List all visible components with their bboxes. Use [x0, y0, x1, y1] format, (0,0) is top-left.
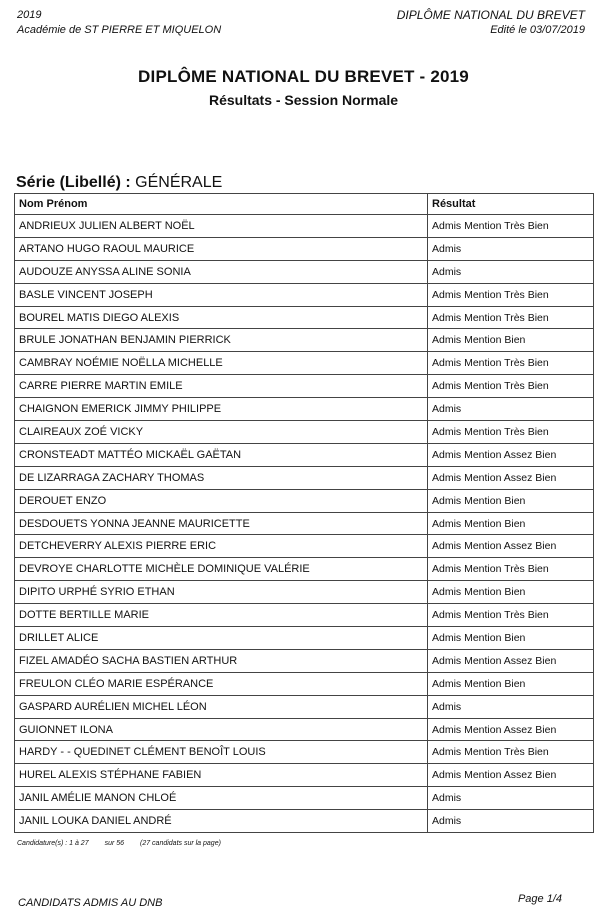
table-row	[15, 215, 594, 238]
table-row	[15, 421, 594, 444]
candidate-result: Admis Mention Très Bien	[428, 352, 594, 375]
candidate-result: Admis Mention Très Bien	[428, 741, 594, 764]
serie-label: Série (Libellé) :	[16, 174, 131, 191]
page-number: Page 1/4	[517, 893, 562, 905]
candidate-result: Admis Mention Très Bien	[428, 604, 594, 627]
candidate-name: DRILLET ALICE	[15, 627, 428, 650]
page-subtitle: Résultats - Session Normale	[208, 92, 399, 108]
candidate-name: CRONSTEADT MATTÉO MICKAËL GAËTAN	[15, 443, 428, 466]
header-left	[17, 8, 221, 38]
candidate-name: DE LIZARRAGA ZACHARY THOMAS	[15, 466, 428, 489]
candidate-name: GASPARD AURÉLIEN MICHEL LÉON	[15, 695, 428, 718]
candidate-count	[17, 840, 235, 847]
page-title: DIPLÔME NATIONAL DU BREVET - 2019	[138, 67, 469, 86]
footer-caption: CANDIDATS ADMIS AU DNB	[18, 897, 163, 909]
table-row	[15, 329, 594, 352]
results-table	[14, 193, 594, 833]
candidate-name: ANDRIEUX JULIEN ALBERT NOËL	[15, 215, 428, 238]
table-row	[15, 558, 594, 581]
table-row	[15, 695, 594, 718]
candidate-result: Admis Mention Très Bien	[428, 558, 594, 581]
count-total: sur 56	[104, 840, 125, 847]
candidate-result: Admis Mention Assez Bien	[428, 764, 594, 787]
candidate-name: GUIONNET ILONA	[15, 718, 428, 741]
candidate-result: Admis Mention Très Bien	[428, 306, 594, 329]
table-row	[15, 352, 594, 375]
table-row	[15, 649, 594, 672]
candidate-name: CLAIREAUX ZOÉ VICKY	[15, 421, 428, 444]
candidate-name: FREULON CLÉO MARIE ESPÉRANCE	[15, 672, 428, 695]
header-doc-name: DIPLÔME NATIONAL DU BREVET	[396, 8, 585, 22]
count-range: Candidature(s) : 1 à 27	[17, 840, 89, 847]
candidate-name: CHAIGNON EMERICK JIMMY PHILIPPE	[15, 398, 428, 421]
candidate-result: Admis Mention Assez Bien	[428, 466, 594, 489]
candidate-name: HARDY - - QUEDINET CLÉMENT BENOÎT LOUIS	[15, 741, 428, 764]
candidate-name: DOTTE BERTILLE MARIE	[15, 604, 428, 627]
table-row	[15, 306, 594, 329]
table-row	[15, 672, 594, 695]
column-header-result: Résultat	[428, 194, 594, 215]
candidate-name: BOUREL MATIS DIEGO ALEXIS	[15, 306, 428, 329]
candidate-name: CAMBRAY NOÉMIE NOËLLA MICHELLE	[15, 352, 428, 375]
table-row	[15, 764, 594, 787]
candidate-name: DIPITO URPHÉ SYRIO ETHAN	[15, 581, 428, 604]
candidate-result: Admis	[428, 260, 594, 283]
table-header-row	[15, 194, 594, 215]
table-row	[15, 375, 594, 398]
table-row	[15, 787, 594, 810]
count-on-page: (27 candidats sur la page)	[139, 840, 221, 847]
candidate-result: Admis	[428, 810, 594, 833]
candidate-result: Admis Mention Bien	[428, 627, 594, 650]
candidate-result: Admis	[428, 398, 594, 421]
candidate-result: Admis Mention Bien	[428, 512, 594, 535]
candidate-result: Admis Mention Très Bien	[428, 375, 594, 398]
candidate-name: BRULE JONATHAN BENJAMIN PIERRICK	[15, 329, 428, 352]
column-header-name: Nom Prénom	[15, 194, 428, 215]
candidate-result: Admis	[428, 695, 594, 718]
header-year: 2019	[17, 9, 42, 21]
candidate-result: Admis Mention Très Bien	[428, 283, 594, 306]
table-row	[15, 604, 594, 627]
candidate-result: Admis Mention Assez Bien	[428, 718, 594, 741]
table-row	[15, 283, 594, 306]
candidate-name: JANIL LOUKA DANIEL ANDRÉ	[15, 810, 428, 833]
table-row	[15, 237, 594, 260]
candidate-result: Admis Mention Bien	[428, 489, 594, 512]
candidate-result: Admis Mention Assez Bien	[428, 535, 594, 558]
candidate-result: Admis Mention Très Bien	[428, 421, 594, 444]
candidate-name: JANIL AMÉLIE MANON CHLOÉ	[15, 787, 428, 810]
candidate-name: DESDOUETS YONNA JEANNE MAURICETTE	[15, 512, 428, 535]
candidate-name: BASLE VINCENT JOSEPH	[15, 283, 428, 306]
table-row	[15, 443, 594, 466]
serie-line	[16, 174, 222, 192]
table-row	[15, 535, 594, 558]
header-right	[397, 8, 585, 38]
table-row	[15, 627, 594, 650]
candidate-name: AUDOUZE ANYSSA ALINE SONIA	[15, 260, 428, 283]
table-row	[15, 810, 594, 833]
table-body	[15, 215, 594, 833]
candidate-name: DETCHEVERRY ALEXIS PIERRE ERIC	[15, 535, 428, 558]
candidate-name: DEROUET ENZO	[15, 489, 428, 512]
candidate-result: Admis Mention Bien	[428, 329, 594, 352]
header-edit-date: Edité le 03/07/2019	[490, 24, 585, 36]
table-row	[15, 741, 594, 764]
candidate-result: Admis Mention Bien	[428, 672, 594, 695]
table-row	[15, 581, 594, 604]
candidate-name: ARTANO HUGO RAOUL MAURICE	[15, 237, 428, 260]
serie-value: GÉNÉRALE	[135, 174, 223, 191]
candidate-name: DEVROYE CHARLOTTE MICHÈLE DOMINIQUE VALÉRIE	[15, 558, 428, 581]
candidate-name: HUREL ALEXIS STÉPHANE FABIEN	[15, 764, 428, 787]
table-row	[15, 398, 594, 421]
candidate-result: Admis Mention Assez Bien	[428, 443, 594, 466]
candidate-result: Admis	[428, 787, 594, 810]
header-academy: Académie de ST PIERRE ET MIQUELON	[17, 24, 222, 36]
candidate-result: Admis Mention Très Bien	[428, 215, 594, 238]
candidate-result: Admis Mention Assez Bien	[428, 649, 594, 672]
table-row	[15, 718, 594, 741]
candidate-result: Admis Mention Bien	[428, 581, 594, 604]
table-row	[15, 260, 594, 283]
table-row	[15, 512, 594, 535]
candidate-result: Admis	[428, 237, 594, 260]
table-row	[15, 489, 594, 512]
candidate-name: CARRE PIERRE MARTIN EMILE	[15, 375, 428, 398]
table-row	[15, 466, 594, 489]
candidate-name: FIZEL AMADÉO SACHA BASTIEN ARTHUR	[15, 649, 428, 672]
